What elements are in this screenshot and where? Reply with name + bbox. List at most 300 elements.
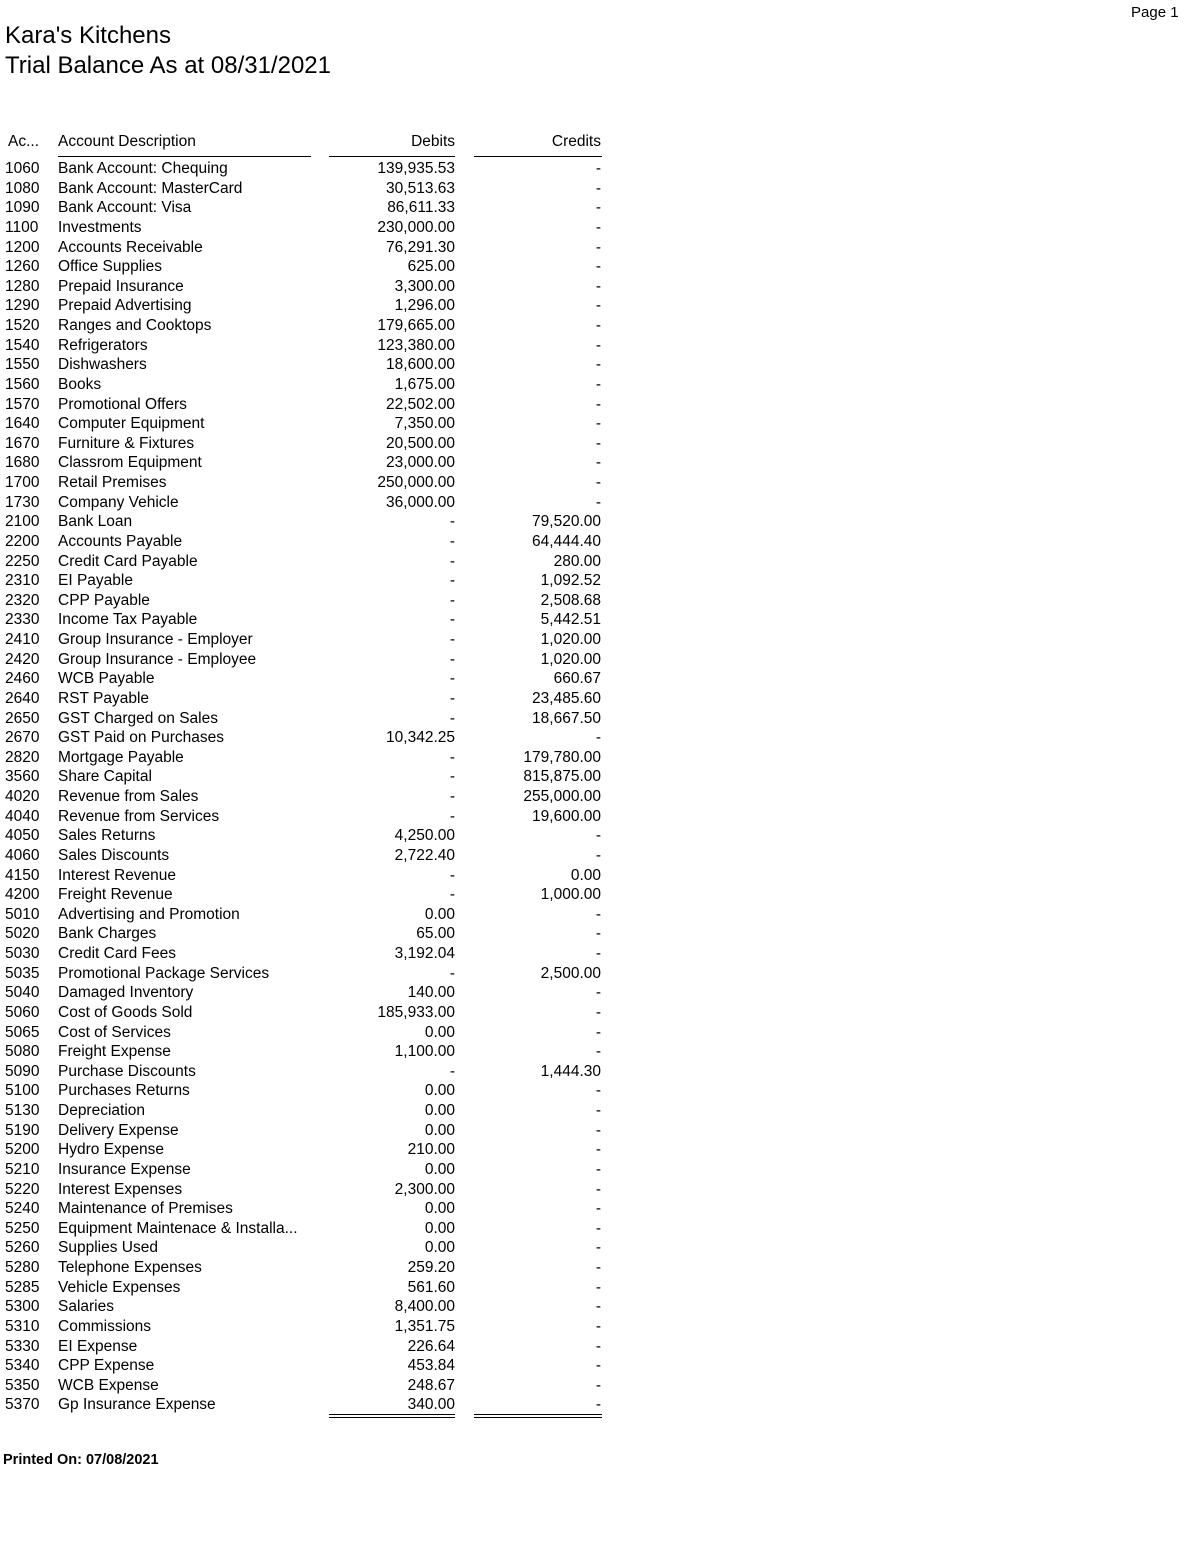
account-description: GST Paid on Purchases [58,729,224,747]
table-row [0,728,620,748]
account-description: Bank Account: Visa [58,199,192,217]
account-number: 4040 [5,807,40,825]
credit-amount: - [595,356,601,374]
table-row [0,1337,620,1357]
account-number: 1670 [5,434,40,452]
credit-amount: - [595,258,601,276]
table-row [0,1140,620,1160]
credit-amount: - [595,1298,601,1316]
credit-amount: - [595,1043,601,1061]
debit-amount: 18,600.00 [386,356,455,374]
account-description: Mortgage Payable [58,748,184,766]
credit-amount: 2,500.00 [540,964,601,982]
account-description: Revenue from Sales [58,788,199,805]
column-header-credits: Credits [551,133,601,150]
debit-amount: 140.00 [407,984,455,1002]
account-number: 5040 [5,984,40,1002]
table-row [0,218,620,238]
debit-amount: - [449,611,455,629]
credit-amount: - [595,1259,601,1276]
credit-amount: 18,667.50 [532,709,601,727]
table-row [0,1101,620,1121]
account-number: 5220 [5,1180,40,1198]
account-number: 5100 [5,1082,40,1100]
credit-amount: - [595,474,601,491]
credit-amount: - [595,905,601,923]
table-row [0,532,620,552]
account-number: 1730 [5,493,40,511]
printed-on-footer: Printed On: 07/08/2021 [3,1452,159,1468]
credit-amount: - [595,1396,601,1414]
credit-amount: - [595,1200,601,1218]
table-row [0,1081,620,1101]
table-row [0,650,620,670]
header-rule-debits [329,156,455,157]
credit-amount: 1,000.00 [540,886,601,904]
credit-amount: 64,444.40 [532,532,601,550]
debit-amount: - [449,591,455,609]
debit-amount: - [449,1062,455,1080]
account-description: Retail Premises [58,474,167,491]
credit-amount: - [595,1317,601,1335]
account-description: Interest Expenses [58,1180,183,1198]
debit-amount: - [449,572,455,590]
debit-amount: 0.00 [424,905,455,923]
credit-amount: - [595,434,601,452]
debit-amount: 76,291.30 [386,238,455,256]
credit-amount: 5,442.51 [540,611,601,629]
account-number: 2330 [5,611,40,629]
account-description: Telephone Expenses [58,1259,202,1276]
account-description: Promotional Package Services [58,964,270,982]
account-description: Maintenance of Premises [58,1200,233,1218]
account-description: Supplies Used [58,1239,158,1257]
table-row [0,1003,620,1023]
table-row [0,807,620,827]
debit-amount: 1,675.00 [394,375,455,393]
account-description: Purchase Discounts [58,1062,196,1080]
debit-amount: 22,502.00 [386,395,455,413]
debit-amount: 8,400.00 [394,1298,455,1316]
column-header-description: Account Description [58,133,196,150]
debit-amount: 1,351.75 [394,1317,455,1335]
total-rule-credits [474,1414,602,1418]
credit-amount: - [595,925,601,943]
account-description: Bank Account: Chequing [58,160,228,177]
debit-amount: - [449,631,455,648]
debit-amount: - [449,807,455,825]
account-description: Advertising and Promotion [58,905,240,923]
credit-amount: - [595,1082,601,1100]
account-description: Income Tax Payable [58,611,198,629]
account-description: Books [58,375,102,393]
account-number: 5280 [5,1259,40,1276]
account-number: 1100 [5,218,39,236]
debit-amount: 10,342.25 [386,729,455,747]
account-number: 5130 [5,1102,40,1119]
table-row [0,296,620,316]
account-description: CPP Expense [58,1357,155,1375]
table-row [0,355,620,375]
credit-amount: - [595,1102,601,1119]
table-row [0,1042,620,1062]
report-title: Trial Balance As at 08/31/2021 [5,52,331,79]
credit-amount: 815,875.00 [523,768,601,786]
table-row [0,1199,620,1219]
credit-amount: - [595,179,601,197]
trial-balance-rows [0,159,620,1415]
account-description: Refrigerators [58,336,148,354]
debit-amount: 0.00 [424,1023,455,1041]
account-description: Group Insurance - Employee [58,650,257,668]
company-name: Kara's Kitchens [5,22,171,49]
account-description: EI Expense [58,1337,138,1355]
table-row [0,336,620,356]
account-description: Accounts Receivable [58,238,203,256]
debit-amount: 250,000.00 [377,474,455,491]
account-number: 1280 [5,277,40,295]
table-row [0,1376,620,1396]
table-row [0,473,620,493]
table-row [0,591,620,611]
account-number: 5200 [5,1141,40,1159]
account-description: Credit Card Payable [58,552,198,570]
account-number: 1290 [5,297,40,315]
table-row [0,905,620,925]
account-number: 2670 [5,729,40,747]
account-number: 4200 [5,886,40,904]
account-number: 2310 [5,572,40,590]
debit-amount: - [449,768,455,786]
account-description: Bank Loan [58,513,133,531]
table-row [0,395,620,415]
debit-amount: 226.64 [407,1337,455,1355]
credit-amount: - [595,1376,601,1394]
account-number: 1640 [5,415,40,433]
account-number: 2100 [5,513,40,531]
account-description: WCB Payable [58,670,155,688]
table-row [0,493,620,513]
table-row [0,198,620,218]
header-rule-description [58,156,311,157]
account-description: Office Supplies [58,258,162,276]
table-row [0,610,620,630]
table-row [0,669,620,689]
account-number: 4050 [5,827,40,845]
credit-amount: - [595,218,601,236]
debit-amount: 230,000.00 [377,218,455,236]
account-description: Salaries [58,1298,114,1316]
table-row [0,885,620,905]
credit-amount: - [595,729,601,747]
debit-amount: 2,722.40 [394,846,455,864]
account-description: Share Capital [58,768,152,786]
credit-amount: - [595,493,601,511]
account-description: Bank Charges [58,925,157,943]
credit-amount: 0.00 [570,866,601,884]
account-description: Vehicle Expenses [58,1278,181,1296]
table-row [0,257,620,277]
account-description: RST Payable [58,689,150,707]
table-row [0,709,620,729]
debit-amount: - [449,788,455,805]
credit-amount: - [595,1337,601,1355]
debit-amount: - [449,866,455,884]
debit-amount: 0.00 [424,1102,455,1119]
credit-amount: - [595,454,601,472]
account-description: Group Insurance - Employer [58,631,253,648]
credit-amount: - [595,1357,601,1375]
account-number: 4060 [5,846,40,864]
account-description: Cost of Services [58,1023,171,1041]
table-row [0,964,620,984]
account-description: Purchases Returns [58,1082,190,1100]
account-number: 4020 [5,788,40,805]
debit-amount: 20,500.00 [386,434,455,452]
credit-amount: - [595,415,601,433]
credit-amount: - [595,1121,601,1139]
credit-amount: 660.67 [553,670,601,688]
table-row [0,375,620,395]
account-description: Classrom Equipment [58,454,202,472]
account-number: 2650 [5,709,40,727]
debit-amount: - [449,689,455,707]
table-row [0,1297,620,1317]
credit-amount: 19,600.00 [532,807,601,825]
account-description: Accounts Payable [58,532,183,550]
account-number: 2410 [5,631,40,648]
account-number: 5210 [5,1160,40,1178]
table-row [0,238,620,258]
debit-amount: 561.60 [407,1278,455,1296]
account-number: 5080 [5,1043,40,1061]
account-description: Bank Account: MasterCard [58,179,243,197]
credit-amount: - [595,199,601,217]
debit-amount: 7,350.00 [394,415,455,433]
account-number: 5285 [5,1278,40,1296]
debit-amount: 4,250.00 [394,827,455,845]
table-row [0,1395,620,1415]
account-number: 2420 [5,650,40,668]
account-description: Insurance Expense [58,1160,191,1178]
table-row [0,179,620,199]
debit-amount: 139,935.53 [377,160,455,177]
account-description: Freight Revenue [58,886,173,904]
account-description: Cost of Goods Sold [58,1003,193,1021]
account-description: Commissions [58,1317,152,1335]
debit-amount: 36,000.00 [386,493,455,511]
account-number: 5300 [5,1298,40,1316]
credit-amount: 1,444.30 [540,1062,601,1080]
account-description: Dishwashers [58,356,147,374]
credit-amount: - [595,846,601,864]
debit-amount: 3,192.04 [394,945,455,962]
debit-amount: 0.00 [424,1160,455,1178]
account-number: 5370 [5,1396,40,1414]
account-description: Sales Discounts [58,846,170,864]
table-row [0,1258,620,1278]
account-number: 5240 [5,1200,40,1218]
credit-amount: - [595,1219,601,1237]
account-number: 5020 [5,925,40,943]
credit-amount: 179,780.00 [523,748,601,766]
account-description: Computer Equipment [58,415,205,433]
credit-amount: 255,000.00 [523,788,601,805]
credit-amount: - [595,336,601,354]
debit-amount: - [449,532,455,550]
debit-amount: - [449,670,455,688]
table-row [0,1023,620,1043]
credit-amount: 2,508.68 [540,591,601,609]
debit-amount: 3,300.00 [394,277,455,295]
account-description: CPP Payable [58,591,150,609]
credit-amount: 23,485.60 [532,689,601,707]
debit-amount: 259.20 [407,1259,455,1276]
account-number: 5350 [5,1376,40,1394]
credit-amount: - [595,827,601,845]
table-row [0,689,620,709]
account-number: 2640 [5,689,40,707]
account-description: Delivery Expense [58,1121,179,1139]
table-row [0,1160,620,1180]
credit-amount: - [595,160,601,177]
account-number: 5060 [5,1003,40,1021]
table-row [0,512,620,532]
account-description: Hydro Expense [58,1141,164,1159]
debit-amount: 1,100.00 [394,1043,455,1061]
table-row [0,414,620,434]
credit-amount: - [595,1003,601,1021]
account-description: Damaged Inventory [58,984,194,1002]
table-row [0,944,620,964]
debit-amount: 1,296.00 [394,297,455,315]
account-description: Investments [58,218,142,236]
account-number: 3560 [5,768,40,786]
account-number: 1560 [5,375,40,393]
debit-amount: - [449,964,455,982]
account-description: Freight Expense [58,1043,171,1061]
table-row [0,1238,620,1258]
table-row [0,1180,620,1200]
table-row [0,277,620,297]
debit-amount: - [449,513,455,531]
account-number: 5260 [5,1239,40,1257]
account-number: 5250 [5,1219,40,1237]
account-number: 2200 [5,532,40,550]
debit-amount: - [449,709,455,727]
account-description: Furniture & Fixtures [58,434,195,452]
credit-amount: - [595,317,601,334]
table-row [0,1219,620,1239]
debit-amount: 65.00 [416,925,455,943]
credit-amount: - [595,1278,601,1296]
table-row [0,846,620,866]
credit-amount: 1,092.52 [540,572,601,590]
account-number: 1680 [5,454,40,472]
account-number: 2250 [5,552,40,570]
debit-amount: - [449,748,455,766]
account-description: Ranges and Cooktops [58,317,212,334]
table-row [0,787,620,807]
account-number: 1260 [5,258,40,276]
credit-amount: 79,520.00 [532,513,601,531]
credit-amount: - [595,1023,601,1041]
account-number: 1520 [5,317,40,334]
table-row [0,983,620,1003]
table-row [0,1278,620,1298]
table-row [0,453,620,473]
debit-amount: 0.00 [424,1121,455,1139]
account-number: 1540 [5,336,40,354]
credit-amount: - [595,238,601,256]
debit-amount: - [449,552,455,570]
account-description: Interest Revenue [58,866,177,884]
account-number: 1080 [5,179,40,197]
account-description: Company Vehicle [58,493,179,511]
account-description: Sales Returns [58,827,156,845]
account-description: Promotional Offers [58,395,187,413]
account-number: 5035 [5,964,40,982]
table-row [0,1356,620,1376]
table-row [0,1317,620,1337]
column-header-debits: Debits [411,133,455,150]
account-description: GST Charged on Sales [58,709,218,727]
debit-amount: 625.00 [407,258,455,276]
table-row [0,316,620,336]
account-description: Equipment Maintenace & Installa... [58,1219,298,1237]
debit-amount: 23,000.00 [386,454,455,472]
credit-amount: - [595,375,601,393]
credit-amount: - [595,297,601,315]
debit-amount: 0.00 [424,1200,455,1218]
account-number: 2820 [5,748,40,766]
credit-amount: 280.00 [553,552,601,570]
account-number: 5090 [5,1062,40,1080]
table-row [0,866,620,886]
table-row [0,434,620,454]
credit-amount: - [595,1160,601,1178]
credit-amount: - [595,395,601,413]
total-rule-debits [329,1414,455,1418]
account-number: 5310 [5,1317,40,1335]
header-rule-credits [474,156,602,157]
account-number: 5030 [5,945,40,962]
account-number: 5065 [5,1023,40,1041]
column-header-account: Ac... [8,133,40,150]
credit-amount: 1,020.00 [540,650,601,668]
debit-amount: 2,300.00 [394,1180,455,1198]
account-number: 5340 [5,1357,40,1375]
table-row [0,748,620,768]
table-row [0,924,620,944]
account-number: 5190 [5,1121,40,1139]
credit-amount: 1,020.00 [540,631,601,648]
account-number: 1200 [5,238,40,256]
credit-amount: - [595,1141,601,1159]
table-row [0,767,620,787]
account-description: Credit Card Fees [58,945,177,962]
credit-amount: - [595,984,601,1002]
debit-amount: 123,380.00 [377,336,455,354]
credit-amount: - [595,1180,601,1198]
debit-amount: - [449,650,455,668]
credit-amount: - [595,1239,601,1257]
page-number: Page 1 [1131,4,1179,21]
account-description: Gp Insurance Expense [58,1396,216,1414]
account-number: 1550 [5,356,40,374]
debit-amount: 179,665.00 [377,317,455,334]
debit-amount: 453.84 [407,1357,455,1375]
